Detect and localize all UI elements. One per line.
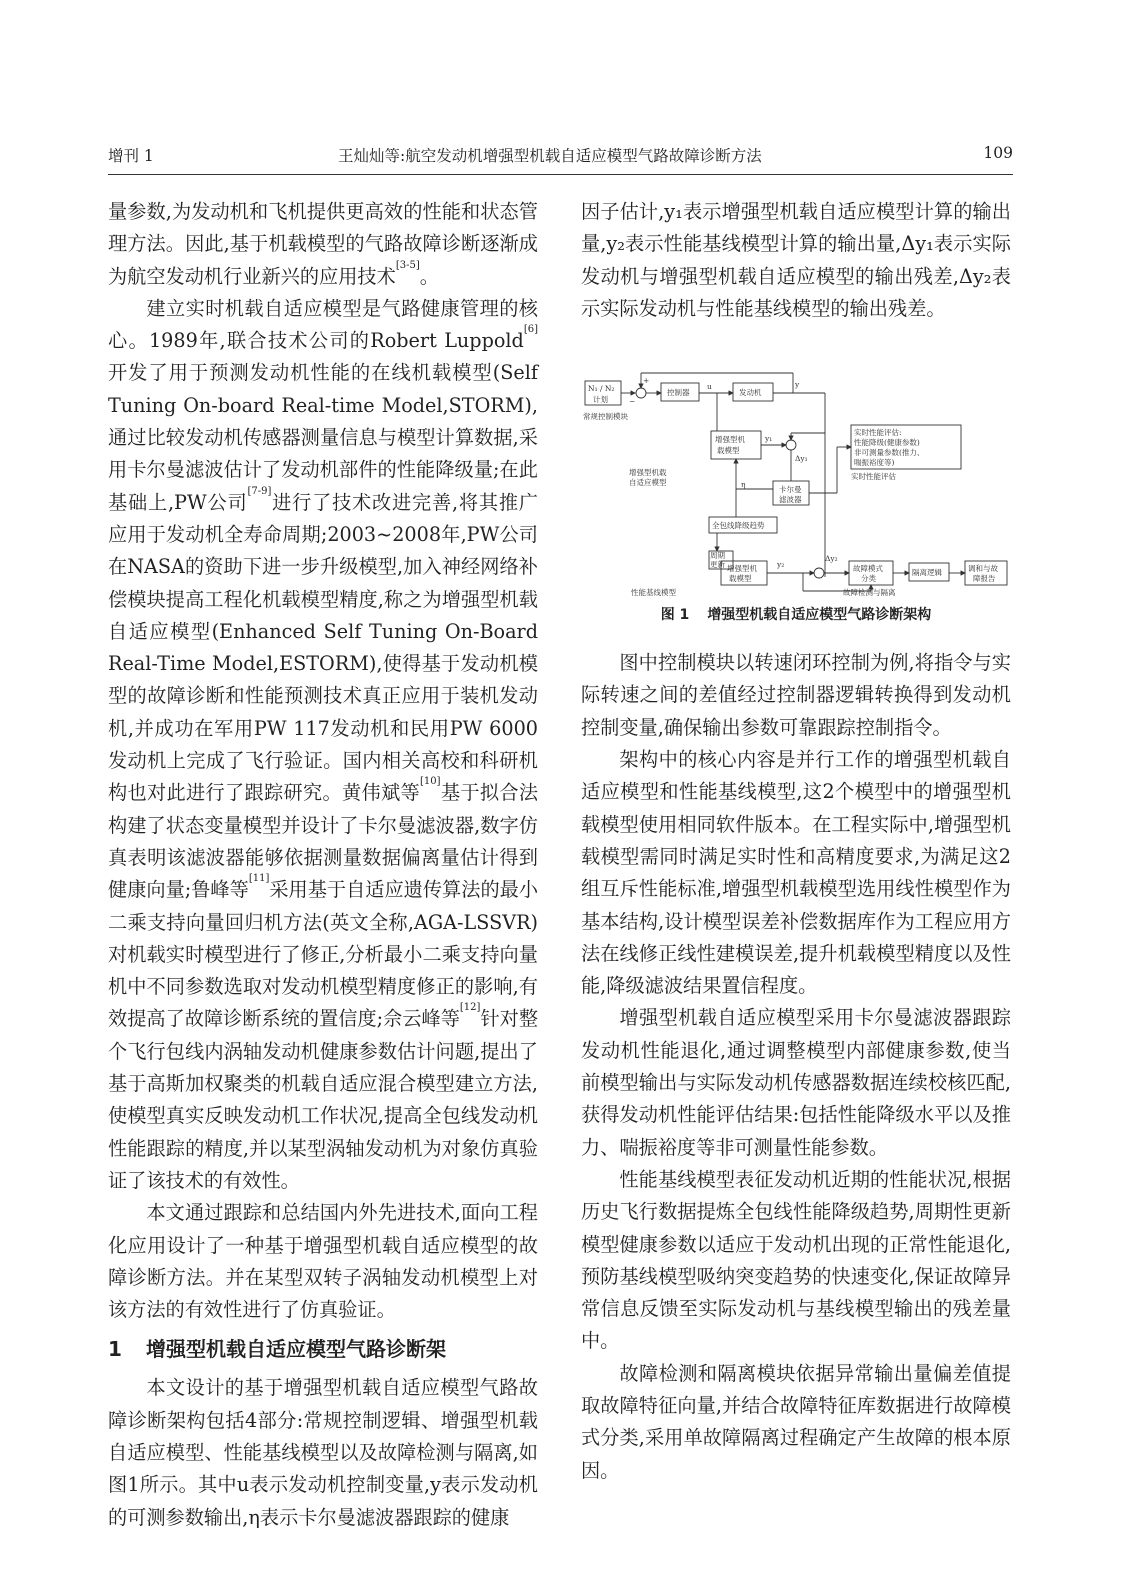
- svg-text:性能基线模型: 性能基线模型: [631, 588, 676, 598]
- svg-text:自适应模型: 自适应模型: [629, 478, 667, 488]
- citation[interactable]: [12]: [459, 1002, 481, 1014]
- citation[interactable]: [10]: [419, 776, 441, 788]
- summing-junction-1: [636, 388, 646, 398]
- svg-text:Δy₁: Δy₁: [795, 454, 808, 464]
- svg-text:分类: 分类: [861, 574, 876, 584]
- svg-text:增强型机: 增强型机: [715, 435, 745, 445]
- y-label: y: [795, 380, 800, 390]
- citation[interactable]: [11]: [248, 873, 270, 885]
- running-title: 王灿灿等:航空发动机增强型机载自适应模型气路故障诊断方法: [338, 147, 762, 165]
- svg-text:障报告: 障报告: [973, 574, 996, 584]
- section-heading: [108, 1333, 538, 1365]
- citation[interactable]: [3-5]: [395, 259, 420, 271]
- paragraph: 故障检测和隔离模块依据异常输出量偏差值提取故障特征向量,并结合故障特征库数据进行故障模式分类,采用单故障隔离过程确定产生故障的根本原因。: [581, 1361, 1011, 1482]
- section-number: 1: [108, 1337, 122, 1362]
- figure-number: 图 1: [660, 607, 690, 624]
- paragraph: 量参数,为发动机和飞机提供更高效的性能和状态管理方法。因此,基于机载模型的气路故障诊断逐渐成为航空发动机行业新兴的应用技术[3-5]。: [108, 200, 538, 288]
- svg-text:载模型: 载模型: [729, 574, 752, 584]
- svg-text:Δy₂: Δy₂: [825, 554, 838, 564]
- svg-text:全包线降级趋势: 全包线降级趋势: [712, 521, 765, 531]
- architecture-diagram: [581, 347, 1011, 597]
- figure-caption: [581, 605, 1011, 625]
- summing-junction-3: [814, 568, 824, 578]
- svg-text:隔离逻辑: 隔离逻辑: [912, 568, 942, 578]
- paragraph: 本文设计的基于增强型机载自适应模型气路故障诊断架构包括4部分:常规控制逻辑、增强型机载自适应模型、性能基线模型以及故障检测与隔离,如图1所示。其中u表示发动机控制变量,y表示发动机的可测参数输出,η表示卡尔曼滤波器跟踪的健康: [108, 1376, 538, 1529]
- realtime-label: 实时性能评估: [851, 472, 896, 482]
- section-title: 增强型机载自适应模型气路诊断架: [146, 1337, 446, 1362]
- svg-text:y₂: y₂: [777, 560, 785, 570]
- paragraph: 性能基线模型表征发动机近期的性能状况,根据历史飞行数据提炼全包线性能降级趋势,周期性更新模型健康参数以适应于发动机出现的正常性能退化,预防基线模型吸纳突变趋势的快速变化,保证故障异常信息反馈至实际发动机与基线模型输出的残差量中。: [581, 1167, 1011, 1353]
- svg-text:调和与故: 调和与故: [968, 564, 998, 574]
- left-column: [108, 196, 538, 1534]
- svg-text:+: +: [643, 376, 650, 386]
- u-label: u: [707, 382, 712, 392]
- svg-text:增强型机: 增强型机: [727, 564, 757, 574]
- paragraph: 图中控制模块以转速闭环控制为例,将指令与实际转速之间的差值经过控制器逻辑转换得到发动机控制变量,确保输出参数可靠跟踪控制指令。: [581, 651, 1011, 739]
- svg-text:卡尔曼: 卡尔曼: [779, 485, 802, 495]
- right-column: [581, 196, 1011, 1487]
- svg-text:y₁: y₁: [765, 434, 773, 444]
- running-header: [108, 142, 1013, 175]
- svg-text:载模型: 载模型: [717, 446, 740, 456]
- svg-text:更新: 更新: [710, 560, 725, 570]
- svg-text:实时性能评估:: 实时性能评估:: [854, 428, 902, 438]
- page-number: 109: [983, 144, 1013, 162]
- svg-text:η: η: [741, 480, 746, 490]
- controller-label: 控制器: [667, 388, 690, 398]
- journal-issue: 增刊 1: [108, 147, 154, 165]
- svg-text:非可测量参数(推力、: 非可测量参数(推力、: [854, 448, 925, 458]
- figure-1: [581, 347, 1011, 647]
- svg-text:计划: 计划: [593, 395, 608, 405]
- svg-text:故障模式: 故障模式: [853, 564, 883, 574]
- svg-text:−: −: [629, 397, 636, 407]
- svg-text:故障检测与隔离: 故障检测与隔离: [843, 588, 896, 598]
- svg-text:性能降级(健康参数): 性能降级(健康参数): [854, 438, 920, 448]
- svg-text:滤波器: 滤波器: [779, 495, 802, 505]
- paragraph: 增强型机载自适应模型采用卡尔曼滤波器跟踪发动机性能退化,通过调整模型内部健康参数,使当前模型输出与实际发动机传感器数据连续校核匹配,获得发动机性能评估结果:包括性能降级水平以及推力、喘振裕度等非可测量性能参数。: [581, 1006, 1011, 1159]
- paragraph: 架构中的核心内容是并行工作的增强型机载自适应模型和性能基线模型,这2个模型中的增强型机载模型使用相同软件版本。在工程实际中,增强型机载模型需同时满足实时性和高精度要求,为满足这2组互斥性能标准,增强型机载模型选用线性模型作为基本结构,设计模型误差补偿数据库作为工程应用方法在线修正线性建模误差,提升机载模型精度以及性能,降级滤波结果置信程度。: [581, 748, 1011, 998]
- citation[interactable]: [7-9]: [247, 485, 272, 497]
- paragraph: 因子估计,y₁表示增强型机载自适应模型计算的输出量,y₂表示性能基线模型计算的输出量,Δy₁表示实际发动机与增强型机载自适应模型的输出残差,Δy₂表示实际发动机与性能基线模型的输出残差。: [581, 200, 1011, 320]
- svg-text:喘振裕度等): 喘振裕度等): [854, 458, 895, 468]
- paragraph: 建立实时机载自适应模型是气路健康管理的核心。1989年,联合技术公司的Robert Luppold[6]开发了用于预测发动机性能的在线机载模型(Self Tuning On-board Real-time Model,STORM),通过比较发动机传感器测量信息与模型计算数据,采用卡尔曼滤波估计了发动机部件的性能降级量;在此基础上,PW公司[7-9]进行了技术改进完善,将其推广应用于发动机全寿命周期;2003~2008年,PW公司在NASA的资助下进一步升级模型,加入神经网络补偿模块提高工程化机载模型精度,称之为增强型机载自适应模型(Enhanced Self Tuning On-Board Real-Time Model,ESTORM),使得基于发动机模型的故障诊断和性能预测技术真正应用于装机发动机,并成功在军用PW 117发动机和民用PW 6000发动机上完成了飞行验证。国内相关高校和科研机构也对此进行了跟踪研究。黄伟斌等[10]基于拟合法构建了状态变量模型并设计了卡尔曼滤波器,数字仿真表明该滤波器能够依据测量数据偏离量估计得到健康向量;鲁峰等[11]采用基于自适应遗传算法的最小二乘支持向量回归机方法(英文全称,AGA-LSSVR)对机载实时模型进行了修正,分析最小二乘支持向量机中不同参数选取对发动机模型精度修正的影响,有效提高了故障诊断系统的置信度;佘云峰等[12]针对整个飞行包线内涡轴发动机健康参数估计问题,提出了基于高斯加权聚类的机载自适应混合模型建立方法,使模型真实反映发动机工作状况,提高全包线发动机性能跟踪的精度,并以某型涡轴发动机为对象仿真验证了该技术的有效性。: [108, 296, 539, 1192]
- figure-title: 增强型机载自适应模型气路诊断架构: [707, 607, 932, 624]
- svg-text:增强型机载: 增强型机载: [629, 468, 667, 478]
- summing-junction-2: [786, 440, 796, 450]
- conventional-control-label: 常规控制模块: [583, 412, 628, 422]
- svg-text:周期: 周期: [710, 551, 725, 561]
- command-label: N₁ / N₂: [588, 384, 615, 394]
- engine-label: 发动机: [739, 388, 762, 398]
- citation[interactable]: [6]: [523, 324, 538, 336]
- paragraph: 本文通过跟踪和总结国内外先进技术,面向工程化应用设计了一种基于增强型机载自适应模型的故障诊断方法。并在某型双转子涡轴发动机模型上对该方法的有效性进行了仿真验证。: [108, 1201, 538, 1322]
